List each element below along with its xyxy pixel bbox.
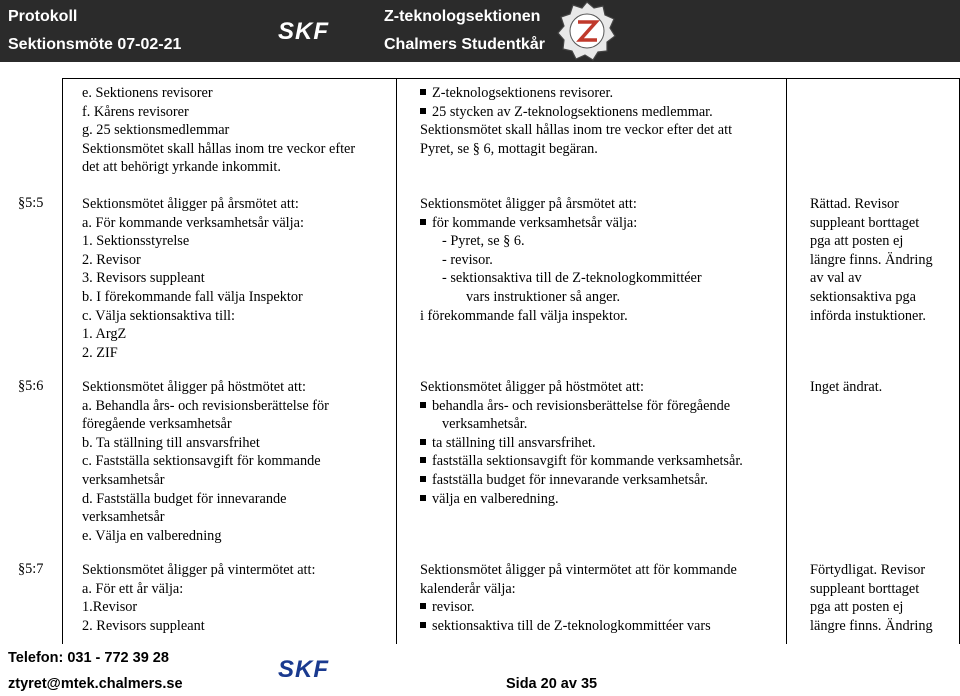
z-teknolog-emblem-icon [556, 0, 618, 62]
right-column-text: Z-teknologsektionens revisorer. 25 stycken av Z-teknologsektionens medlemmar. Sektionsmötet skall hållas inom tre veckor efter det att Pyret, se § 6, mottagit begäran. [420, 85, 733, 157]
document-type: Protokoll [8, 8, 78, 25]
union-name: Chalmers Studentkår [384, 36, 545, 53]
skf-logo: SKF [278, 18, 329, 45]
left-column-text: e. Sektionens revisorer f. Kårens revisorer g. 25 sektionsmedlemmar Sektionsmötet skall hållas inom tre veckor efter det att behörigt yrkande inkommit. [82, 85, 356, 176]
section-number: §5:6 [18, 378, 44, 394]
table-border-top [62, 78, 960, 79]
page-footer [0, 644, 960, 696]
section-number: §5:5 [18, 195, 44, 211]
section-number: §5:7 [18, 561, 44, 577]
footer-phone: Telefon: 031 - 772 39 28 [8, 650, 169, 666]
left-column-text: Sektionsmötet åligger på vintermötet att: a. För ett år välja: 1.Revisor 2. Revisors suppleant [82, 562, 316, 634]
page-number: Sida 20 av 35 [506, 676, 598, 692]
footer-email: ztyret@mtek.chalmers.se [8, 676, 183, 692]
skf-logo: SKF [278, 656, 329, 683]
column-divider [396, 78, 397, 644]
right-column-text: Sektionsmötet åligger på vintermötet att för kommande kalenderår välja: revisor. sektionsaktiva till de Z-teknologkommittéer vars [420, 562, 737, 634]
table-border-left [62, 78, 63, 644]
section-name: Z-teknologsektionen [384, 8, 541, 25]
meeting-date: Sektionsmöte 07-02-21 [8, 36, 182, 53]
right-column-text: Sektionsmötet åligger på årsmötet att: för kommande verksamhetsår välja: - Pyret, se § 6. - revisor. - sektionsaktiva till de Z-teknologkommittéer vars instruktioner så anger. i förekommande fall välja inspektor. [420, 196, 702, 324]
comment-column-text: Inget ändrat. [810, 379, 883, 395]
comment-column-text: Rättad. Revisor suppleant borttaget pga att posten ej längre finns. Ändring av val av sektionsaktiva pga införda instuktioner. [810, 196, 933, 324]
left-column-text: Sektionsmötet åligger på årsmötet att: a. För kommande verksamhetsår välja: 1. Sektionsstyrelse 2. Revisor 3. Revisors suppleant b. I förekommande fall välja Inspektor c. Välja sektionsaktiva till: 1. ArgZ 2. ZIF [82, 196, 304, 361]
left-column-text: Sektionsmötet åligger på höstmötet att: a. Behandla års- och revisionsberättelse för föregående verksamhetsår b. Ta ställning till ansvarsfrihet c. Fastställa sektionsavgift för kommande verksamhetsår d. Fastställa budget för innevarande verksamhetsår e. Välja en valberedning [82, 379, 329, 544]
comment-column-text: Förtydligat. Revisor suppleant borttaget pga att posten ej längre finns. Ändring [810, 562, 933, 634]
column-divider [786, 78, 787, 644]
right-column-text: Sektionsmötet åligger på höstmötet att: behandla års- och revisionsberättelse för föregående verksamhetsår. ta ställning till ansvarsfrihet. fastställa sektionsavgift för kommande verksamhetsår. fastställa budget för innevarande verksamhetsår. välja en valberedning. [420, 379, 743, 507]
page-header [0, 0, 960, 62]
